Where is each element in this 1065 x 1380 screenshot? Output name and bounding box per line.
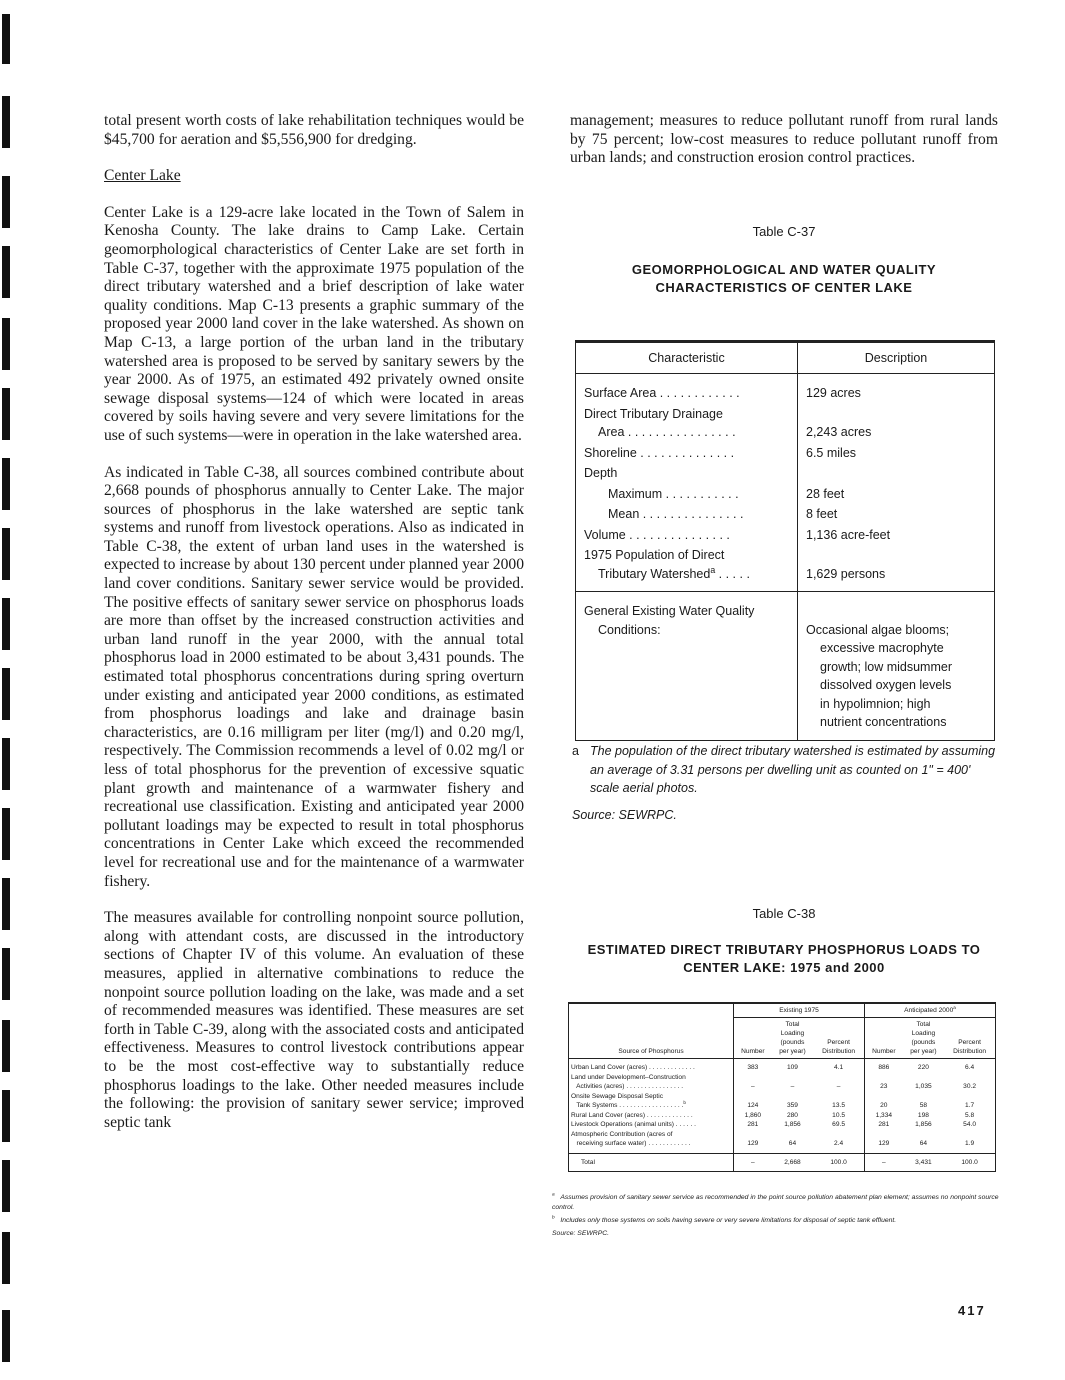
table-source: Source: SEWRPC. [572,807,677,822]
row-source-label: Tank Systems . . . . . . . . . . . . . . . . . . [571,1102,684,1109]
column-header-source: Source of Phosphorus [569,1003,734,1059]
table-row [569,1120,996,1130]
table-row [576,463,995,484]
row-value-text: nutrient concentrations [820,715,947,729]
footnote-marker: a [572,744,579,758]
cell [864,1130,902,1140]
row-source [569,1101,734,1111]
paragraph-continued: management; measures to reduce pollutant runoff from rural lands by 75 percent; low-cost measures to reduce pollutant runoff from urban lands; and construction erosion control practices. [570,112,998,167]
row-value: 28 feet [806,486,845,501]
row-label: Surface Area . . . . . . . . . . . . [576,374,798,404]
table-c37-number: Table C-37 [752,223,816,239]
row-source [569,1120,734,1130]
paragraph-center-lake: Center Lake is a 129-acre lake located in the Town of Salem in Kenosha County. The lake drains to Camp Lake. Certain geomorphological characteristics of Center Lake are set forth in Table C-37, together with the approximate 1975 population of the direct tributary watershed and a brief description of lake water quality conditions. Map C-13 presents a graphic summary of the proposed year 2000 land cover in the lake watershed. As shown on Map C-13, a large portion of the urban land in the tributary watershed area is proposed to be served by sanitary sewers by the year 2000. As of 1975, an estimated 492 privately owned onsite sewage disposal systems—124 of which were located in areas covered by soils having severe and very severe limitations for the use of such systems—were in operation in the lake watershed area. [104,203,524,444]
header-line: (pounds [780,1039,805,1046]
row-source-label: receiving surface water) . . . . . . . . . . . . [571,1140,691,1147]
table-c37-title-line2: CHARACTERISTICS OF CENTER LAKE [655,279,913,295]
cell: 54.0 [963,1121,977,1128]
row-label-line: Tributary Watershed [598,566,711,581]
cell: 5.8 [965,1111,975,1119]
cell: 1,035 [915,1083,932,1090]
row-source [569,1111,734,1121]
cell [903,1073,945,1083]
table-row [576,504,995,525]
section-heading: Center Lake [104,167,181,185]
row-value-text: in hypolimnion; high [820,696,931,711]
cell: 64 [919,1140,928,1147]
cell [772,1130,814,1140]
table-c38-heading [570,906,998,977]
header-line: per year) [910,1048,937,1055]
cell: 1,856 [915,1121,932,1128]
table-row [576,484,995,505]
row-source [569,1130,734,1140]
cell: 1.7 [965,1102,975,1109]
table-row [576,545,995,592]
table-row [569,1101,996,1111]
left-column [104,112,524,1150]
cell [864,1073,902,1083]
cell: 20 [880,1102,888,1109]
cell: 1,334 [875,1111,893,1119]
cell [772,1092,814,1102]
cell: 109 [786,1064,798,1071]
cell [734,1073,772,1083]
cell: 383 [747,1064,759,1071]
header-line: Distribution [953,1048,987,1055]
cell [734,1092,772,1102]
header-line: Loading [911,1030,936,1037]
column-header-number: Number [864,1018,902,1059]
cell: 280 [786,1111,798,1119]
cell: 4.1 [813,1059,864,1073]
table-row [569,1139,996,1153]
cell: 6.4 [965,1064,975,1071]
table-row [576,525,995,546]
header-line: Loading [780,1030,805,1037]
cell: 58 [919,1102,928,1109]
footnote-text: Includes only those systems on soils having severe or very severe limitations for disposal of septic tank effluent. [560,1217,897,1224]
cell: – [751,1083,755,1090]
row-label [576,592,798,741]
cell: 1,860 [744,1111,762,1119]
cell [813,1092,864,1102]
row-label-line: 1975 Population of Direct [584,548,725,562]
cell: 198 [917,1111,929,1119]
row-source-label: Urban Land Cover (acres) . . . . . . . . . . . . . [571,1064,695,1071]
cell: 2,668 [772,1153,814,1172]
table-row [569,1073,996,1083]
column-group-existing: Existing 1975 [734,1003,865,1018]
row-label-line: General Existing Water Quality [584,604,755,618]
cell: 281 [878,1121,890,1128]
column-header-description: Description [798,342,995,374]
row-value [798,545,995,592]
row-label: Volume . . . . . . . . . . . . . . . [576,525,798,546]
cell [903,1092,945,1102]
cell: 100.0 [944,1153,995,1172]
cell: 2.4 [813,1139,864,1153]
cell: – [864,1153,902,1172]
cell: 124 [747,1102,759,1109]
cell: 13.5 [813,1101,864,1111]
row-label: Mean . . . . . . . . . . . . . . . [608,507,744,521]
cell [734,1130,772,1140]
right-column [570,112,998,297]
table-c38-number: Table C-38 [752,906,816,921]
row-value-text: dissolved oxygen levels [820,678,952,692]
table-c38-footnotes [552,1193,1002,1242]
row-source [569,1092,734,1102]
row-value: 1,136 acre-feet [806,527,891,542]
paragraph-intro: total present worth costs of lake rehabilitation techniques would be $45,700 for aeration and $5,556,900 for dredging. [104,112,524,148]
footnote-a [552,1193,1002,1213]
footnote-text: Assumes provision of sanitary sewer service as recommended in the point source pollution abatement plan element; assumes no nonpoint source control. [552,1194,999,1211]
header-line: Distribution [822,1048,856,1055]
binding-marks [2,0,14,1380]
cell: 23 [880,1083,888,1090]
table-row [569,1059,996,1073]
row-value-text: 2,243 acres [806,425,872,439]
row-label: Maximum . . . . . . . . . . . [608,486,739,501]
table-row [569,1092,996,1102]
cell [944,1092,995,1102]
cell [864,1092,902,1102]
cell: 69.5 [813,1120,864,1130]
column-header-loading [903,1018,945,1059]
footnote-marker: a [710,564,716,575]
paragraph-phosphorus: As indicated in Table C-38, all sources combined contribute about 2,668 pounds of phosphorus annually to Center Lake. The major sources of phosphorus in the lake watershed are septic tank systems and runoff from livestock operations. Also as indicated in Table C-38, the extent of urban land uses in the watershed is expected to increase by about 130 percent under planned year 2000 land cover conditions. Sanitary sewer service would be provided. The positive effects of sanitary sewer service on phosphorus loads are more than offset by the increased construction activities and urban land runoff in the year 2000, with the annual total phosphorus load in 2000 estimated to be about 3,431 pounds. The estimated total phosphorus concentrations during spring overturn under existing and anticipated year 2000 conditions, as estimated from phosphorus loadings and lake and drainage basin characteristics, are 0.16 milligram per liter (mg/l) and 0.20 mg/l, respectively. The Commission recommends a level of 0.02 mg/l or less of total phosphorus for the prevention of excessive squatic plant growth and maintenance of a warmwater fishery and recreational use classification. Existing and anticipated year 2000 pollutant loadings may be expected to result in total phosphorus concentrations in Center Lake which exceed the recommended level for recreational use and for the maintenance of a warmwater fishery. [104,463,524,890]
row-label: Shoreline . . . . . . . . . . . . . . [576,443,798,464]
column-header-percent [944,1018,995,1059]
column-header-percent [813,1018,864,1059]
cell: 129 [747,1140,759,1147]
row-source-label: Onsite Sewage Disposal Septic [571,1092,663,1100]
page-number: 417 [958,1303,986,1318]
row-value: 6.5 miles [806,445,857,460]
table-c38 [568,1002,996,1172]
cell [813,1130,864,1140]
row-value [798,592,995,741]
row-value-text: growth; low midsummer [820,659,952,674]
table-row [569,1130,996,1140]
cell: – [813,1082,864,1092]
row-label [576,545,798,592]
row-source-label: Livestock Operations (animal units) . . . . . . [571,1121,696,1128]
row-source [569,1082,734,1092]
row-value: 129 acres [806,386,861,400]
row-label-line: Conditions: [598,622,661,637]
table-c38-title-line2: CENTER LAKE: 1975 and 2000 [683,960,885,975]
header-line: (pounds [911,1039,936,1046]
cell [813,1073,864,1083]
table-c37-footnotes [572,742,997,824]
cell: 129 [878,1140,890,1147]
footnote-marker: a [953,1004,956,1010]
table-source: Source: SEWRPC. [552,1230,610,1237]
header-line: per year) [779,1048,806,1055]
column-group-label: Anticipated 2000 [904,1007,954,1014]
row-label [576,404,798,443]
table-row [576,374,995,404]
table-row-total [569,1153,996,1172]
header-line: Total [916,1021,931,1028]
row-source-label: Land under Development–Construction [571,1073,686,1081]
cell: 10.5 [813,1111,864,1121]
column-group-anticipated [864,1003,995,1018]
cell [772,1073,814,1083]
row-value-text: Occasional algae blooms; [806,622,950,637]
cell: 100.0 [813,1153,864,1172]
table-c38-title-line1: ESTIMATED DIRECT TRIBUTARY PHOSPHORUS LOADS TO [587,942,981,957]
total-label: Total [569,1153,734,1172]
row-source [569,1059,734,1073]
table-row [576,592,995,741]
row-label-line: Direct Tributary Drainage [584,406,723,421]
cell: 1.9 [965,1140,975,1147]
row-source-label: Atmospheric Contribution (acres of [571,1130,673,1138]
header-line: Percent [958,1039,981,1046]
row-value: 8 feet [806,507,838,521]
footnote-marker: b [552,1215,555,1221]
footnote-marker: b [683,1099,686,1105]
cell [944,1073,995,1083]
cell: 220 [917,1064,929,1071]
cell: – [734,1153,772,1172]
table-c38-body [569,1059,996,1154]
column-header-number: Number [734,1018,772,1059]
column-header-loading [772,1018,814,1059]
cell: 359 [786,1102,798,1109]
cell: 64 [788,1140,797,1147]
footnote-text: The population of the direct tributary watershed is estimated by assuming an average of 3.31 persons per dwelling unit as counted on 1" = 400' scale aerial photos. [590,744,996,795]
column-header-characteristic: Characteristic [576,342,798,374]
cell [903,1130,945,1140]
cell [944,1130,995,1140]
cell: 3,431 [903,1153,945,1172]
cell: 281 [747,1121,759,1128]
row-source [569,1073,734,1083]
row-label-line: Area . . . . . . . . . . . . . . . . [598,425,736,439]
table-row [576,404,995,443]
row-label: Depth [576,463,798,484]
row-source-label: Rural Land Cover (acres) . . . . . . . . . . . . . [571,1111,693,1119]
table-row [576,443,995,464]
cell: 886 [878,1064,890,1071]
cell: 1,856 [784,1121,801,1128]
table-c37-title-line1: GEOMORPHOLOGICAL AND WATER QUALITY [631,261,937,277]
row-value-text: excessive macrophyte [820,641,944,655]
table-row [569,1111,996,1121]
row-source-label: Activities (acres) . . . . . . . . . . . . . . . . [571,1083,684,1090]
footnote-marker: a [552,1192,555,1198]
header-line: Total [785,1021,800,1028]
row-value-text: 1,629 persons [806,566,886,581]
header-line: Percent [827,1039,850,1046]
row-value [798,404,995,443]
footnote-b [552,1216,1002,1226]
cell: 30.2 [963,1083,977,1090]
table-row [569,1082,996,1092]
paragraph-measures: The measures available for controlling nonpoint source pollution, along with attendant costs, are discussed in the introductory sections of Chapter IV of this volume. An evaluation of these measures, applied in alternative combinations to reduce the nonpoint source pollution loading on the lake, was made and a set of recommended measures was identified. These measures are set forth in Table C-39, along with the associated costs and anticipated effectiveness. Measures to control livestock contributions appear to be the most cost-effective way to substantially reduce phosphorus loadings to the lake. Other needed measures include the following: the provision of sanitary sewer service; improved septic tank [104,909,524,1131]
row-source [569,1139,734,1153]
leader-dots: . . . . . [715,566,750,581]
cell: – [790,1083,795,1090]
table-c37 [575,340,995,741]
